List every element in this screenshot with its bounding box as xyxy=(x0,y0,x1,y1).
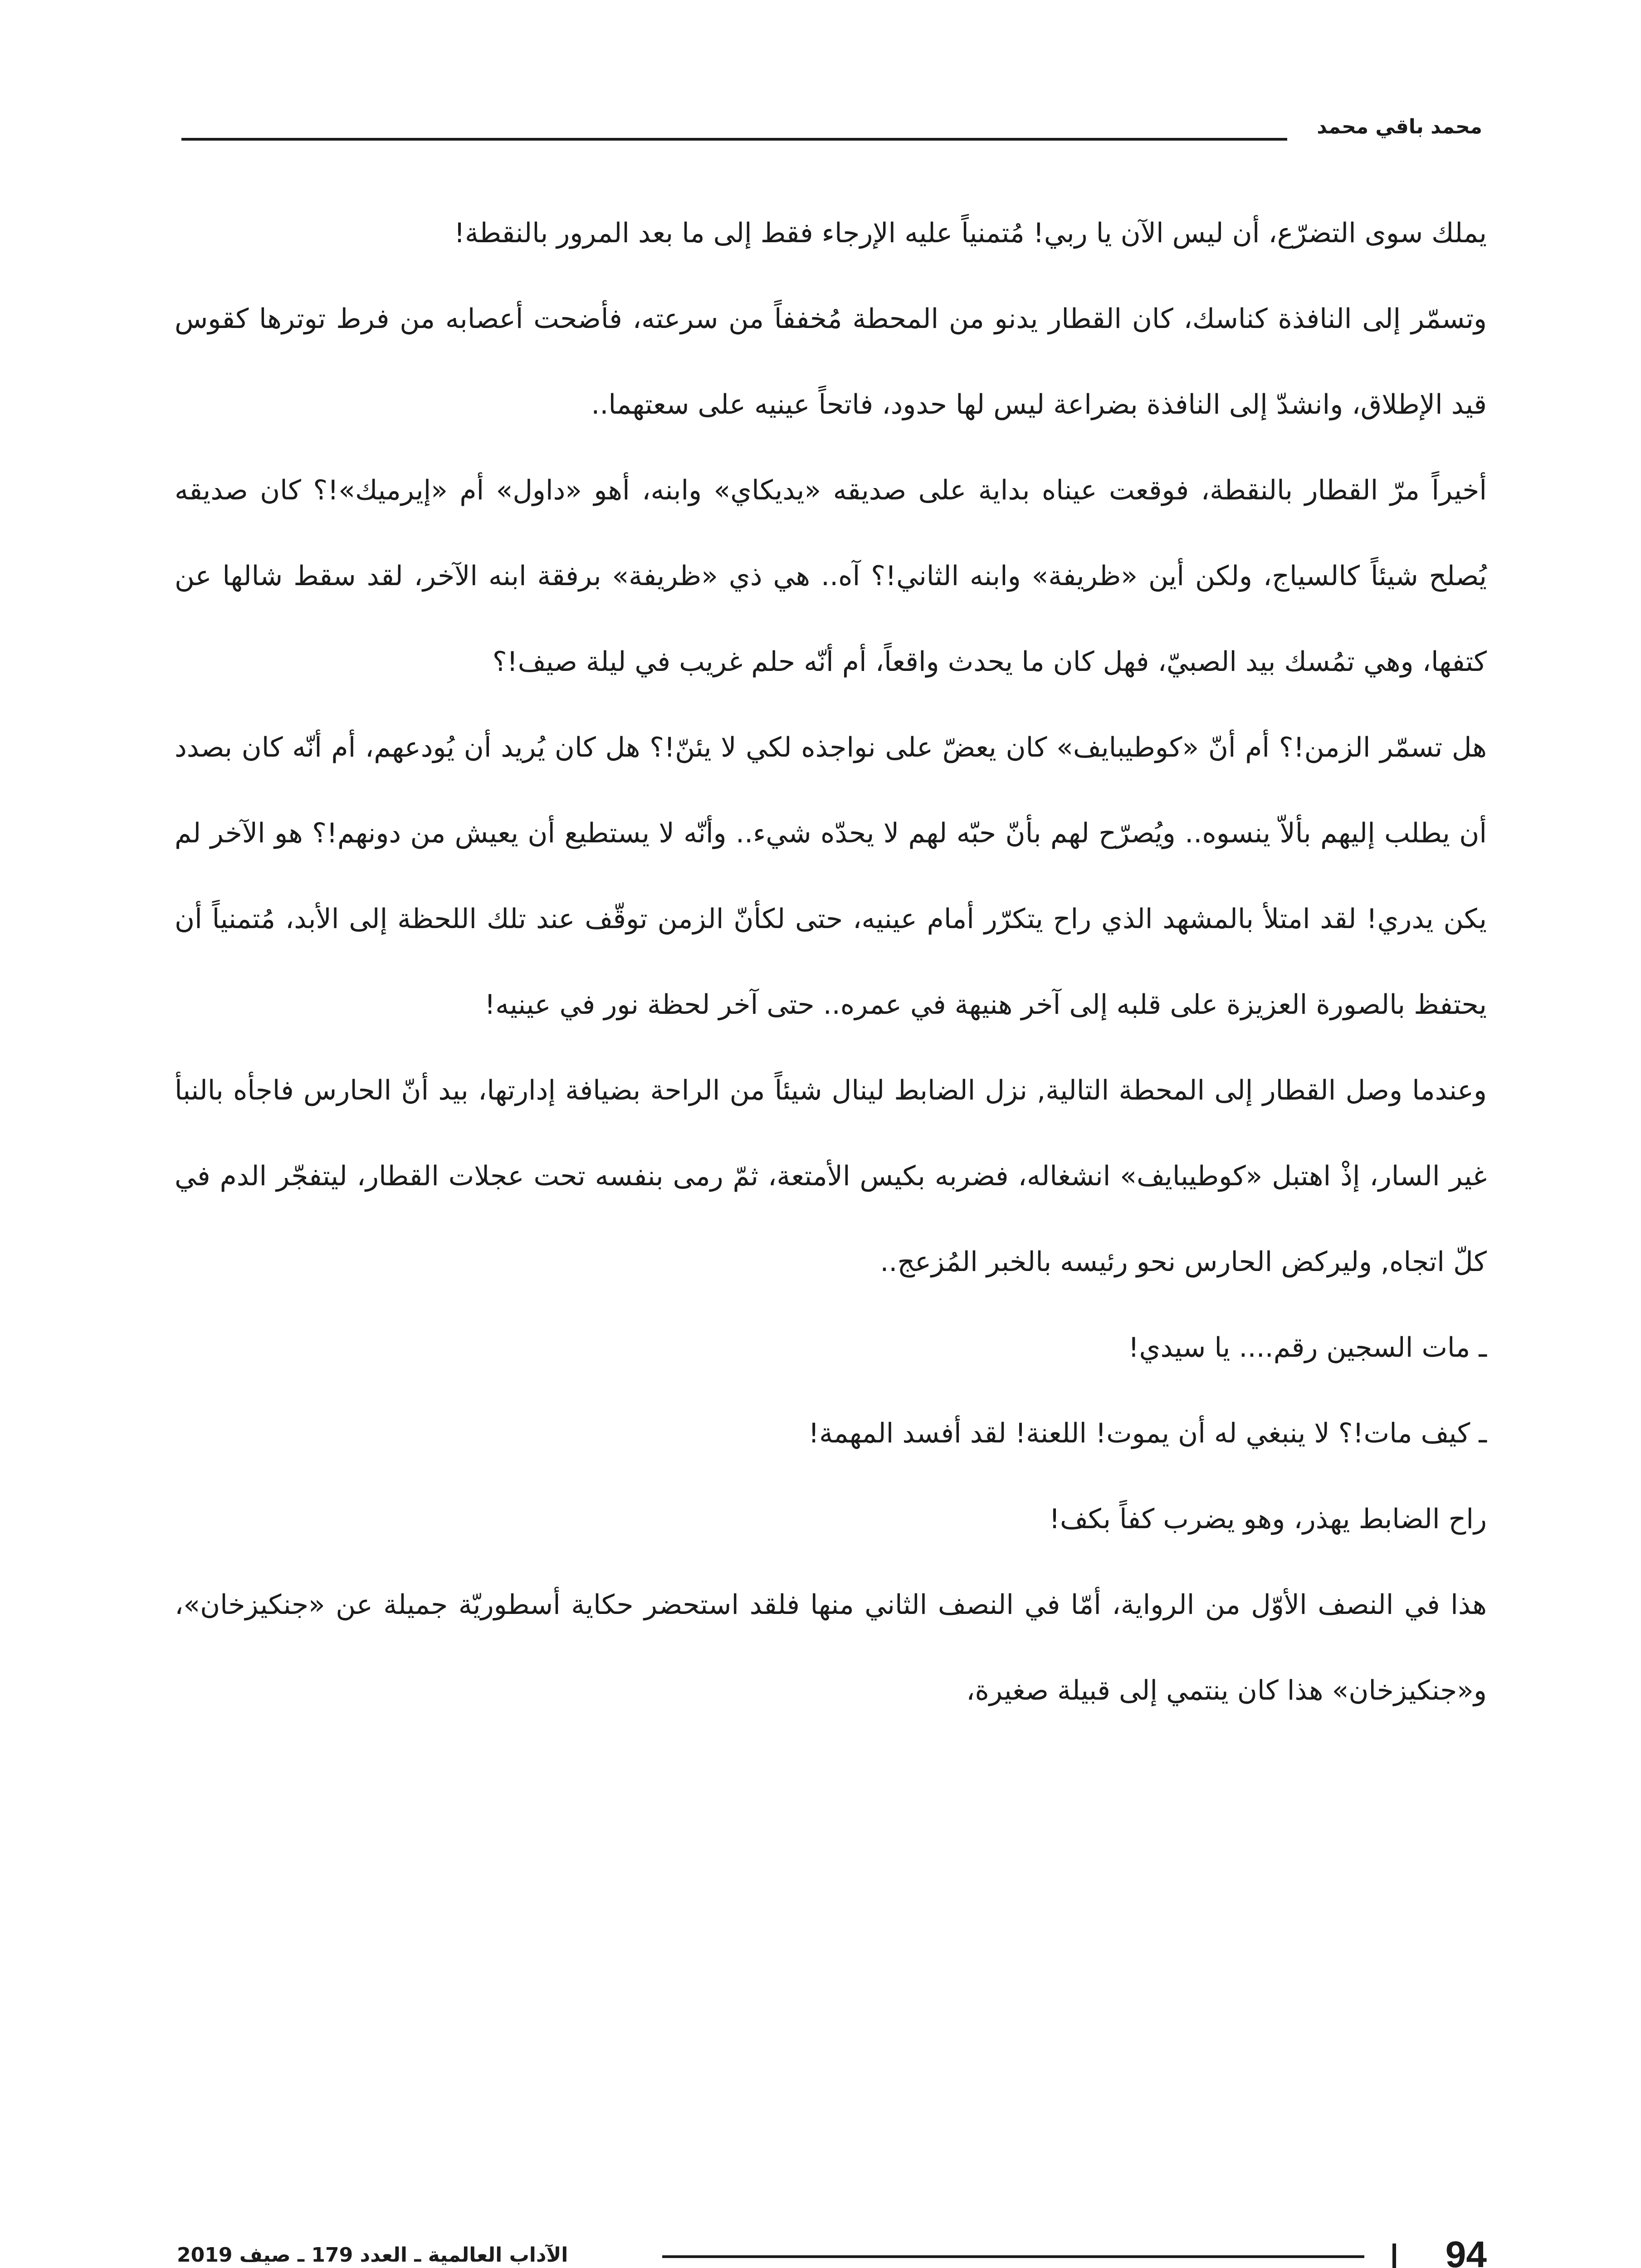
paragraph: وتسمّر إلى النافذة كناسك، كان القطار يدنو من المحطة مُخففاً من سرعته، فأضحت أعصابه من فرط توترها كقوس قيد الإطلاق، وانشدّ إلى النافذة بضراعة ليس لها حدود، فاتحاً عينيه على سعتهما.. xyxy=(175,303,1487,420)
header-author: محمد باقي محمد xyxy=(1317,115,1482,138)
paragraph: يملك سوى التضرّع، أن ليس الآن يا ربي! مُتمنياً عليه الإرجاء فقط إلى ما بعد المرور بالنقطة! xyxy=(454,217,1487,249)
page-number: 94 xyxy=(1445,2234,1487,2268)
header-rule xyxy=(181,138,1287,141)
paragraph: وعندما وصل القطار إلى المحطة التالية, نزل الضابط لينال شيئاً من الراحة بضيافة إدارتها، بيد أنّ الحارس فاجأه بالنبأ غير السار، إذْ اهتبل «كوطيبايف» انشغاله، فضربه بكيس الأمتعة، ثمّ رمى بنفسه تحت عجلات القطار، ليتفجّر الدم في كلّ اتجاه, وليركض الحارس نحو رئيسه بالخبر المُزعج.. xyxy=(175,1075,1487,1278)
footer-journal-info: الآداب العالمية ـ العدد 179 ـ صيف 2019 xyxy=(177,2244,568,2267)
paragraph: راح الضابط يهذر، وهو يضرب كفاً بكف! xyxy=(1049,1503,1487,1535)
article-body xyxy=(175,191,1487,1734)
running-header xyxy=(181,105,1482,146)
paragraph: هل تسمّر الزمن!؟ أم أنّ «كوطيبايف» كان يعضّ على نواجذه لكي لا يئنّ!؟ هل كان يُريد أن يُودعهم، أم أنّه كان بصدد أن يطلب إليهم بألاّ ينسوه.. ويُصرّح لهم بأنّ حبّه لهم لا يحدّه شيء.. وأنّه لا يستطيع أن يعيش من دونهم!؟ هو الآخر لم يكن يدري! لقد امتلأ بالمشهد الذي راح يتكرّر أمام عينيه، حتى لكأنّ الزمن توقّف عند تلك اللحظة إلى الأبد، مُتمنياً أن يحتفظ بالصورة العزيزة على قلبه إلى آخر هنيهة في عمره.. حتى آخر لحظة نور في عينيه! xyxy=(175,732,1487,1021)
dialog-line: ـ مات السجين رقم.... يا سيدي! xyxy=(1128,1332,1487,1364)
paragraph: أخيراً مرّ القطار بالنقطة، فوقعت عيناه بداية على صديقه «يديكاي» وابنه، أهو «داول» أم «إيرميك»!؟ كان صديقه يُصلح شيئاً كالسياج، ولكن أين «ظريفة» وابنه الثاني!؟ آه.. هي ذي «ظريفة» برفقة ابنه الآخر، لقد سقط شالها عن كتفها، وهي تمُسك بيد الصبيّ، فهل كان ما يحدث واقعاً، أم أنّه حلم غريب في ليلة صيف!؟ xyxy=(175,474,1487,678)
dialog-line: ـ كيف مات!؟ لا ينبغي له أن يموت! اللعنة! لقد أفسد المهمة! xyxy=(808,1418,1487,1449)
footer-rule xyxy=(662,2255,1364,2258)
footer-separator xyxy=(1392,2244,1396,2268)
page-footer xyxy=(177,2232,1487,2268)
paragraph: هذا في النصف الأوّل من الرواية، أمّا في النصف الثاني منها فلقد استحضر حكاية أسطوريّة جميلة عن «جنكيزخان»، و«جنكيزخان» هذا كان ينتمي إلى قبيلة صغيرة، xyxy=(175,1589,1487,1706)
